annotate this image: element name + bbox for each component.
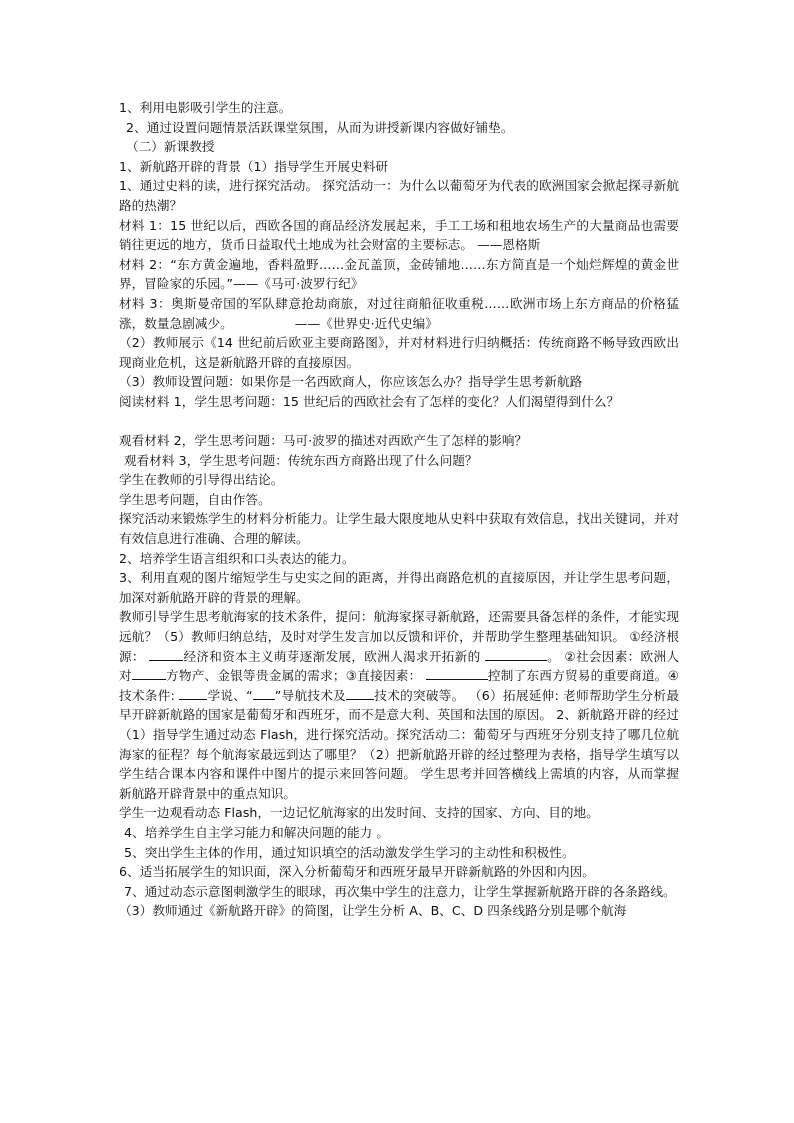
- paragraph: 1、新航路开辟的背景（1）指导学生开展史料研: [119, 158, 388, 174]
- paragraph: （3）教师通过《新航路开辟》的简图，让学生分析 A、B、C、D 四条线路分别是哪个航海: [119, 903, 627, 919]
- section-heading: （二）新课教授: [126, 139, 215, 155]
- paragraph: 1、通过史料的读，进行探究活动。 探究活动一：为什么以葡萄牙为代表的欧洲国家会掀起探寻新航路的热潮？: [119, 178, 679, 213]
- text-run: 。 ②社会因素：欧洲人对: [119, 648, 679, 684]
- paragraph: 1、利用电影吸引学生的注意。: [119, 100, 292, 115]
- paragraph: （3）教师设置问题：如果你是一名西欧商人，你应该怎么办？指导学生思考新航路: [119, 374, 583, 390]
- paragraph-with-blanks: [119, 607, 679, 803]
- fill-blank: [426, 667, 488, 680]
- paragraph: 探究活动来锻炼学生的材料分析能力。让学生最大限度地从史料中获取有效信息，找出关键词，并对有效信息进行准确、合理的解读。: [119, 511, 679, 547]
- text-run: 技术的突破等。 （6）拓展延伸: 老师帮助学生分析最早开辟新航路的国家是葡萄牙和西班牙，而不是意大利、英国和法国的原因。 2、新航路开辟的经过（1）指导学生通过动态 Flash，进行探究活动。探究活动二：葡萄牙与西班牙分别支持了哪几位航海家的征程？每个航海家最远到达了哪里？（2）把新航路开辟的经过整理为表格，指导学生填写以 学生结合课本内容和课件中图片的提示来回答问题。 学生思考并回答横线上需填的内容，从而掌握新航路开辟背景中的重点知识。: [119, 687, 679, 801]
- material-paragraph: 材料 1：15 世纪以后，西欧各国的商品经济发展起来，手工工场和租地农场生产的大量商品也需要销往更远的地方，货币日益取代土地成为社会财富的主要标志。 ——恩格斯: [119, 217, 679, 253]
- text-run: 学说、“: [207, 687, 253, 703]
- paragraph: 7、通过动态示意图刺激学生的眼球，再次集中学生的注意力，让学生掌握新航路开辟的各条路线。: [124, 883, 676, 899]
- paragraph: 学生在教师的引导得出结论。: [119, 472, 284, 488]
- paragraph: 学生思考问题，自由作答。: [119, 491, 271, 507]
- fill-blank: [253, 687, 275, 700]
- fill-blank: [132, 667, 166, 680]
- paragraph: 5、突出学生主体的作用，通过知识填空的活动激发学生学习的主动性和积极性。: [124, 844, 575, 860]
- paragraph: 6、适当拓展学生的知识面，深入分析葡萄牙和西班牙最早开辟新航路的外因和内因。: [119, 864, 595, 880]
- fill-blank: [485, 648, 547, 661]
- text-run: 方物产、金银等贵金属的需求；③直接因素：: [165, 668, 422, 684]
- paragraph: （2）教师展示《14 世纪前后欧亚主要商路图》，并对材料进行归纳概括：传统商路不畅导致西欧出现商业危机，这是新航路开辟的直接原因。: [119, 335, 679, 370]
- text-run: 控制了东西方贸易的重要商道。④技术条件:: [119, 668, 679, 703]
- paragraph: 观看材料 2，学生思考问题：马可·波罗的描述对西欧产生了怎样的影响？: [119, 433, 528, 449]
- document-body: [119, 98, 679, 921]
- paragraph: 3、利用直观的图片缩短学生与史实之间的距离，并得出商路危机的直接原因，并让学生思考问题，加深对新航路开辟的背景的理解。: [119, 570, 679, 605]
- paragraph: 4、培养学生自主学习能力和解决问题的能力 。: [124, 824, 389, 840]
- fill-blank: [149, 648, 183, 661]
- paragraph: 观看材料 3，学生思考问题：传统东西方商路出现了什么问题？: [124, 452, 478, 468]
- material-paragraph: [119, 294, 679, 333]
- material-paragraph: 材料 2：“东方黄金遍地，香料盈野……金瓦盖顶，金砖铺地……东方简直是一个灿烂辉煌的黄金世界，冒险家的乐园。”——《马可·波罗行纪》: [119, 256, 679, 292]
- material-text: 材料 3：奥斯曼帝国的军队肆意抢劫商旅，对过往商船征收重税……欧洲市场上东方商品的价格猛涨，数量急剧减少。: [119, 295, 679, 331]
- text-run: 经济和资本主义萌芽逐渐发展，欧洲人渴求开拓新的: [183, 648, 481, 664]
- paragraph: 2、培养学生语言组织和口头表达的能力。: [119, 550, 355, 566]
- paragraph: 2、通过设置问题情景活跃课堂氛围，从而为讲授新课内容做好铺垫。: [126, 119, 514, 135]
- fill-blank: [179, 687, 207, 700]
- paragraph: 阅读材料 1，学生思考问题：15 世纪后的西欧社会有了怎样的变化？人们渴望得到什么？: [119, 393, 620, 409]
- text-run: 教师引导学生思考航海家的技术条件，提问：航海家探寻新航路，还需要具备怎样的条件，才能实现远航？（5）教师归纳总结，及时对学生发言加以反馈和评价，并帮助学生整理基础知识。 ①经济根源：: [119, 609, 679, 664]
- material-source: ——《世界史·近代史编》: [294, 315, 438, 331]
- fill-blank: [346, 687, 374, 700]
- paragraph: 学生一边观看动态 Flash，一边记忆航海家的出发时间、支持的国家、方向、目的地。: [119, 805, 599, 821]
- text-run: ”导航技术及: [274, 687, 347, 703]
